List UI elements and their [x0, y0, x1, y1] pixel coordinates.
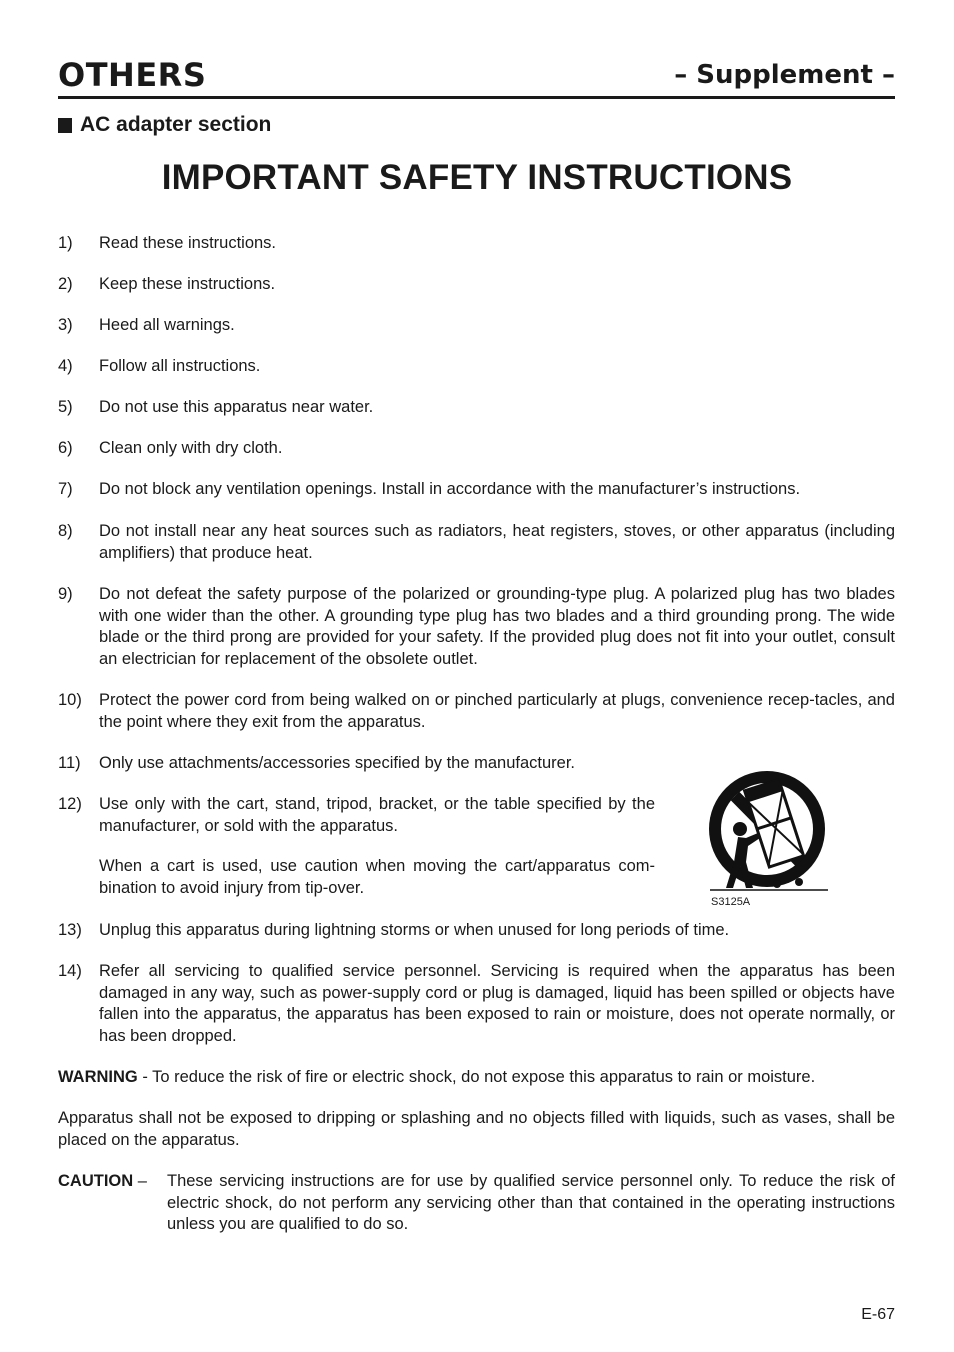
warning-label: WARNING: [58, 1068, 138, 1086]
section-heading: [58, 113, 271, 137]
item-number: 10): [58, 691, 82, 709]
cart-warning-figure: [702, 766, 832, 911]
list-item: [58, 315, 895, 337]
item-number: 12): [58, 795, 82, 813]
page-header: [58, 56, 895, 99]
warning-paragraph: [58, 1067, 895, 1089]
square-bullet-icon: [58, 118, 72, 133]
item-text: Use only with the cart, stand, tripod, bracket, or the table specified by the manufacturer, or sold with the apparatus.: [99, 795, 655, 835]
item-text: Only use attachments/accessories specified by the manufacturer.: [99, 754, 575, 772]
chapter-subtitle: – Supplement –: [674, 60, 895, 90]
item-text: Do not install near any heat sources such as radiators, heat registers, stoves, or other apparatus (including amplifiers) that produce heat.: [99, 522, 895, 562]
item-text: Keep these instructions.: [99, 275, 276, 293]
list-item: [58, 438, 895, 460]
cart-tip-over-warning-icon: [702, 766, 832, 896]
list-item: [58, 356, 895, 378]
item-number: 9): [58, 585, 73, 603]
item-number: 8): [58, 522, 73, 540]
caution-label-group: [58, 1171, 147, 1193]
list-item: [58, 397, 895, 419]
item-number: 4): [58, 357, 73, 375]
item-text: Read these instructions.: [99, 234, 277, 252]
item-number: 1): [58, 234, 73, 252]
apparatus-note: Apparatus shall not be exposed to dripping or splashing and no objects filled with liquids, such as vases, shall be placed on the apparatus.: [58, 1109, 895, 1149]
page-number: E-67: [861, 1306, 895, 1323]
item-number: 13): [58, 921, 82, 939]
list-item: [58, 920, 895, 942]
list-item: [58, 479, 895, 501]
item-number: 11): [58, 754, 81, 772]
item-number: 6): [58, 439, 73, 457]
figure-code: S3125A: [711, 896, 751, 908]
item-text: Do not block any ventilation openings. Install in accordance with the manufacturer’s instructions.: [99, 480, 801, 498]
list-item: [58, 584, 895, 670]
item-number: 5): [58, 398, 73, 416]
list-item: [58, 274, 895, 296]
item-text: Do not use this apparatus near water.: [99, 398, 374, 416]
item-number: 3): [58, 316, 73, 334]
list-item: [58, 233, 895, 255]
section-heading-text: AC adapter section: [80, 113, 272, 136]
warning-text: - To reduce the risk of fire or electric shock, do not expose this apparatus to rain or moisture.: [137, 1068, 816, 1086]
caution-dash: –: [133, 1172, 147, 1190]
page-title: IMPORTANT SAFETY INSTRUCTIONS: [161, 158, 793, 197]
item-number: 2): [58, 275, 73, 293]
list-item: [58, 521, 895, 564]
item-subtext: When a cart is used, use caution when moving the cart/apparatus com-bination to avoid injury from tip-over.: [99, 857, 655, 897]
list-item: [58, 690, 895, 733]
chapter-title: OTHERS: [58, 56, 207, 94]
caution-label: CAUTION: [58, 1172, 134, 1190]
item-text: Protect the power cord from being walked on or pinched particularly at plugs, convenience recep-tacles, and the point where they exit from the apparatus.: [99, 691, 895, 731]
item-text: Follow all instructions.: [99, 357, 261, 375]
caution-paragraph: [58, 1171, 895, 1236]
item-text: Unplug this apparatus during lightning storms or when unused for long periods of time.: [99, 921, 730, 939]
list-item: [58, 961, 895, 1047]
item-text: Heed all warnings.: [99, 316, 235, 334]
item-number: 7): [58, 480, 73, 498]
item-number: 14): [58, 962, 82, 980]
item-text: Clean only with dry cloth.: [99, 439, 283, 457]
item-text: Do not defeat the safety purpose of the polarized or grounding-type plug. A polarized plug has two blades with one wider than the other. A grounding type plug has two blades and a third grounding prong. The wide blade or the third prong are provided for your safety. If the provided plug does not fit into your outlet, consult an electrician for replacement of the obsolete outlet.: [99, 585, 895, 668]
caution-text: These servicing instructions are for use by qualified service personnel only. To reduce the risk of electric shock, do not perform any servicing other than that contained in the operating instructions unless you are qualified to do so.: [167, 1172, 895, 1233]
item-text: Refer all servicing to qualified service personnel. Servicing is required when the apparatus has been damaged in any way, such as power-supply cord or plug is damaged, liquid has been spilled or objects have fallen into the apparatus, the apparatus has been exposed to rain or moisture, does not operate normally, or has been dropped.: [99, 962, 895, 1045]
